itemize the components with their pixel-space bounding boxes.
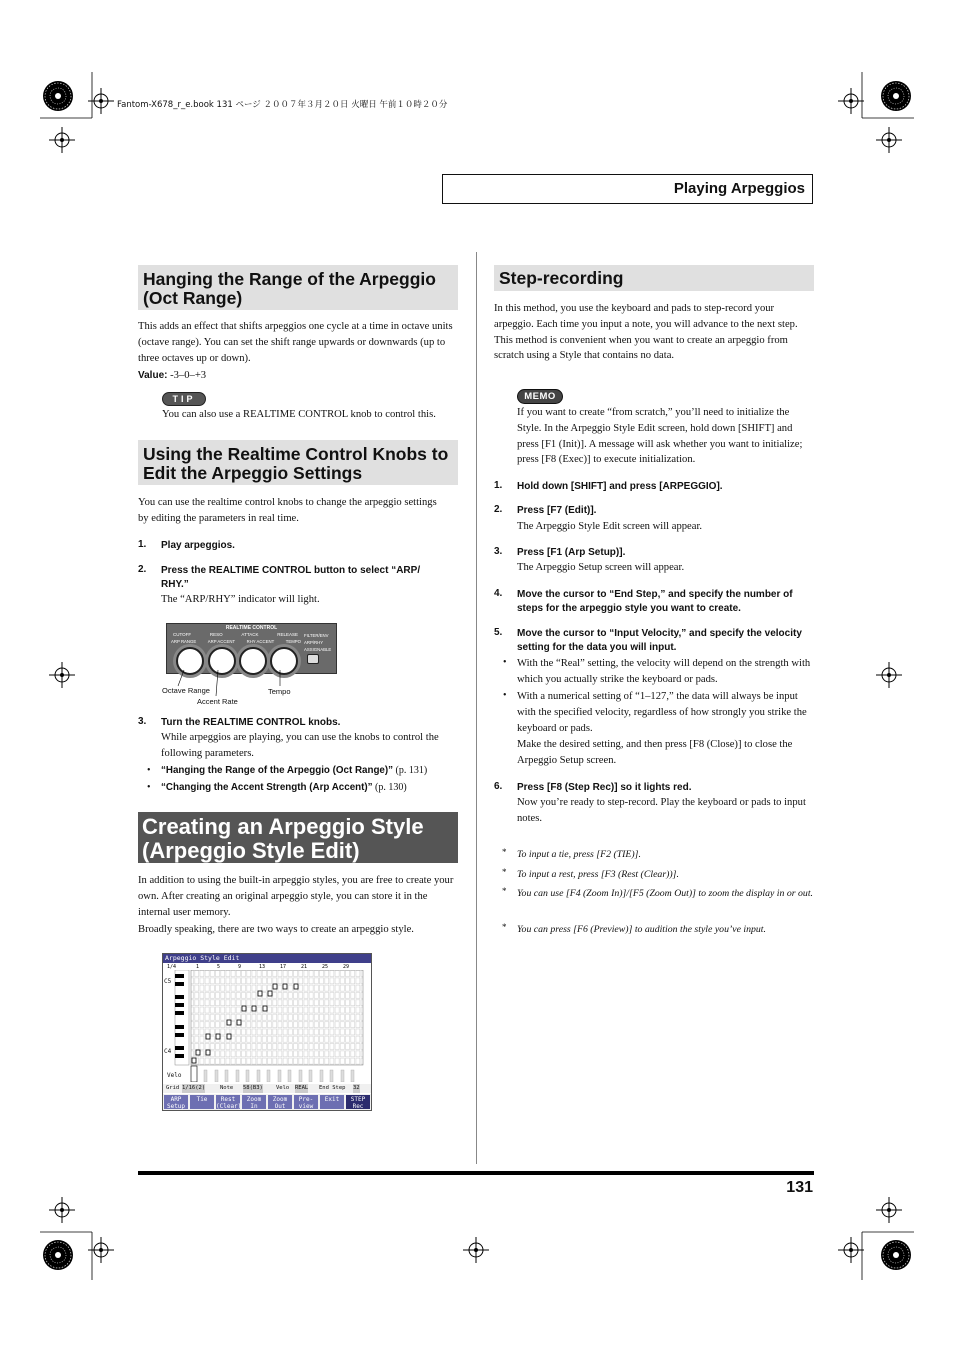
c5-label: C5 [164, 978, 172, 985]
value-text: -3–0–+3 [167, 370, 207, 381]
label-filter-env: FILTER/ENV [304, 633, 329, 638]
bullet-item [147, 780, 457, 796]
step-number: 4. [494, 588, 503, 599]
c4-label: C4 [164, 1048, 172, 1055]
label-reso: RESO [209, 632, 223, 637]
status-end-step-label: End Step [319, 1085, 346, 1091]
panel-top-labels [173, 632, 298, 637]
note-text: You can press [F6 (Preview)] to audition the style you’ve input. [517, 924, 766, 935]
note-marker: * [502, 886, 507, 896]
step-heading: Turn the REALTIME CONTROL knobs. [161, 717, 341, 728]
step-heading: Press [F7 (Edit)]. [517, 505, 597, 516]
page-ref: (p. 131) [393, 765, 428, 776]
bullet-dot: • [503, 657, 507, 668]
label-arp-accent: ARP ACCENT [207, 639, 236, 644]
bar-number: 21 [301, 964, 308, 970]
screen-title-bar [163, 954, 372, 963]
step-description: Make the desired setting, and then press [F8 (Close)] to close the Arpeggio Setup screen. [517, 739, 793, 766]
label-cutoff: CUTOFF [173, 632, 192, 637]
velo-label: Velo [167, 1072, 182, 1079]
f7-exit-button[interactable]: Exit [319, 1094, 345, 1110]
step-number: 3. [138, 716, 147, 727]
step-number: 2. [494, 504, 503, 515]
footer-rule [138, 1171, 814, 1175]
step-heading: Move the cursor to “Input Velocity,” and specify the velocity setting for the data you will input. [517, 628, 802, 653]
page-ref: (p. 130) [372, 782, 407, 793]
tip-text: You can also use a REALTIME CONTROL knob to control this. [162, 409, 436, 420]
note-marker: * [502, 922, 507, 932]
oct-range-body: This adds an effect that shifts arpeggios one cycle at a time in octave units (octave range). You can set the shift range upwards or downwards (up to three octaves up or down). [138, 321, 453, 364]
caption-octave-range: Octave Range [162, 686, 210, 695]
arpeggio-style-edit-screen [162, 953, 372, 1111]
section-heading-bar [494, 265, 814, 291]
oct-range-value [138, 368, 458, 384]
note-marker: * [502, 867, 507, 877]
bar-number: 9 [238, 964, 242, 970]
note-text: To input a tie, press [F2 (TIE)]. [517, 849, 641, 860]
style-edit-body: In addition to using the built-in arpeggio styles, you are free to create your own. After creating an original arpeggio style, you can store it in the internal user memory. [138, 875, 454, 918]
screen-title: Arpeggio Style Edit [165, 954, 240, 962]
realtime-body: You can use the realtime control knobs to change the arpeggio settings by editing the parameters in real time. [138, 497, 437, 524]
bar-number: 25 [322, 964, 329, 970]
value-label: Value: [138, 370, 168, 381]
step-description: The Arpeggio Style Edit screen will appear. [517, 521, 703, 532]
bar-number: 1 [196, 964, 200, 970]
caption-tempo: Tempo [268, 687, 291, 696]
f8-step-rec-button[interactable]: STEP Rec [345, 1094, 371, 1110]
function-button-row [163, 1094, 371, 1111]
panel-title: REALTIME CONTROL [225, 625, 278, 631]
step-grid [163, 970, 371, 1082]
status-row [163, 1084, 371, 1093]
bullet-dot: • [503, 690, 507, 701]
label-release: RELEASE [277, 632, 298, 637]
section-title-step-recording: Step-recording [499, 268, 624, 288]
note-text: To input a rest, press [F3 (Rest (Clear))]. [517, 869, 679, 880]
step-number: 2. [138, 564, 147, 575]
memo-badge [517, 389, 563, 404]
section-title-oct-range: Hanging the Range of the Arpeggio (Oct Range) [143, 269, 436, 308]
step-heading: Play arpeggios. [161, 540, 235, 551]
step-description: The “ARP/RHY” indicator will light. [161, 594, 320, 605]
f3-rest-clear-button[interactable]: Rest (Clear) [216, 1096, 242, 1110]
bar-number: 5 [217, 964, 221, 970]
f5-zoom-out-button[interactable]: Zoom Out [267, 1094, 293, 1110]
memo-text: If you want to create “from scratch,” you’ll need to initialize the Style. In the Arpeggio Style Edit screen, hold down [SHIFT] and press [F1 (Init)]. A message will ask whether you want to initialize; press [F8 (Exec)] to execute initialization. [517, 407, 803, 466]
grid-label: 1/4 [167, 964, 177, 970]
step-description: While arpeggios are playing, you can use the knobs to control the following parameters. [161, 732, 439, 759]
note-text: You can use [F4 (Zoom In)]/[F5 (Zoom Out)] to zoom the display in or out. [517, 888, 813, 899]
bar-number: 13 [259, 964, 266, 970]
bullet-link-arp-accent[interactable] [161, 780, 407, 796]
tip-badge [162, 392, 206, 406]
f6-preview-button[interactable]: Pre- view [293, 1094, 319, 1110]
bullet-text: With the “Real” setting, the velocity will depend on the strength with which you actually strike the keyboard or pads. [517, 658, 811, 685]
tip-label: TIP [172, 394, 196, 404]
chapter-header-box [442, 174, 813, 204]
panel-side-labels [304, 632, 336, 653]
step-description: Now you’re ready to step-record. Play the keyboard or pads to input notes. [517, 797, 806, 824]
section-title-realtime: Using the Realtime Control Knobs to Edit the Arpeggio Settings [143, 444, 449, 483]
note-marker: * [502, 847, 507, 857]
f1-arp-setup-button[interactable]: ARP Setup [163, 1094, 189, 1110]
print-header: Fantom-X678_r_e.book 131 ページ ２００７年３月２０日 火曜日 午前１０時２０分 [117, 100, 448, 110]
status-note-value[interactable]: 58(B3) [243, 1085, 263, 1091]
page-number: 131 [786, 1179, 813, 1196]
memo-label: MEMO [524, 391, 556, 402]
step-heading: Press [F8 (Step Rec)] so it lights red. [517, 782, 692, 793]
step-number: 1. [138, 539, 147, 550]
bar-number: 17 [280, 964, 287, 970]
status-grid-value[interactable]: 1/16(2) [182, 1085, 206, 1091]
column-divider [476, 252, 477, 1164]
f2-tie-button[interactable]: Tie [189, 1094, 215, 1110]
label-assignable: ASSIGNABLE [304, 647, 332, 652]
label-tempo: TEMPO [285, 639, 301, 644]
step-number: 5. [494, 627, 503, 638]
f4-zoom-in-button[interactable]: Zoom In [241, 1094, 267, 1110]
step-recording-intro: In this method, you use the keyboard and pads to step-record your arpeggio. Each time you input a note, you will advance to the next step. This method is convenient when you want to create an arpeggio from scratch using a Style that contains no data. [494, 303, 798, 362]
section-heading-bar [138, 440, 458, 485]
step-number: 6. [494, 781, 503, 792]
bullet-item [147, 763, 457, 779]
label-attack: ATTACK [241, 632, 259, 637]
style-edit-body-2: Broadly speaking, there are two ways to create an arpeggio style. [138, 924, 414, 935]
step-number: 1. [494, 480, 503, 491]
status-grid-label: Grid [166, 1085, 180, 1091]
caption-accent-rate: Accent Rate [197, 697, 238, 706]
section-heading-bar [138, 265, 458, 310]
label-arp-range: ARP RANGE [171, 639, 197, 644]
status-velo-value[interactable]: REAL [295, 1085, 309, 1091]
step-description: The Arpeggio Setup screen will appear. [517, 562, 685, 573]
section-title-style-edit: Creating an Arpeggio Style (Arpeggio Style Edit) [142, 814, 424, 863]
bullet-dot: • [147, 782, 151, 793]
label-arp-rhy: ARP/RHY [304, 640, 324, 645]
step-number: 3. [494, 546, 503, 557]
bar-number: 29 [343, 964, 350, 970]
bullet-text: With a numerical setting of “1–127,” the data will always be input with the specified velocity, regardless of how strongly you strike the keyboard or pads. [517, 691, 807, 734]
status-end-step-value[interactable]: 32 [353, 1085, 360, 1091]
step-heading: Press the REALTIME CONTROL button to select “ARP/ RHY.” [161, 565, 421, 590]
label-rhy-accent: RHY ACCENT [246, 639, 275, 644]
panel-bottom-labels [171, 639, 301, 644]
bullet-link-text[interactable]: “Hanging the Range of the Arpeggio (Oct Range)” [161, 765, 394, 776]
bullet-link-text[interactable]: “Changing the Accent Strength (Arp Accent)” [161, 782, 373, 793]
status-velo-label: Velo [276, 1085, 290, 1091]
step-heading: Press [F1 (Arp Setup)]. [517, 547, 626, 558]
chapter-section-bar [138, 812, 458, 863]
status-note-label: Note [220, 1085, 234, 1091]
bullet-link-oct-range[interactable] [161, 763, 427, 779]
chapter-title: Playing Arpeggios [673, 180, 805, 197]
step-heading: Hold down [SHIFT] and press [ARPEGGIO]. [517, 481, 723, 492]
bullet-dot: • [147, 765, 151, 776]
step-heading: Move the cursor to “End Step,” and specify the number of steps for the arpeggio style you want to create. [517, 589, 793, 614]
